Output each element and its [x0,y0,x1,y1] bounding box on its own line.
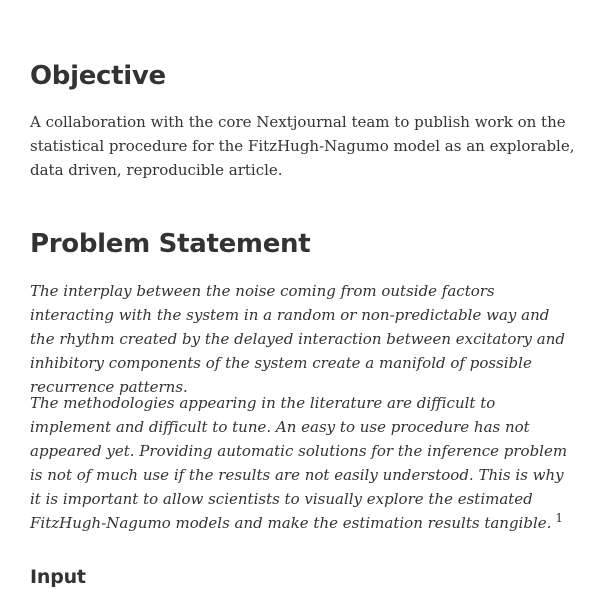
input-heading: Input [30,566,86,588]
problem-statement-heading: Problem Statement [30,229,311,259]
problem-statement-paragraph-2 [30,391,575,535]
footnote-link[interactable]: 1 [555,511,564,525]
objective-heading: Objective [30,61,166,91]
problem-statement-paragraph-2-text: The methodologies appearing in the literature are difficult to implement and difficult to tune. An easy to use procedure has not appeared yet. Providing automatic solutions for the inference problem is not of much use if the results are not easily understood. This is why it is important to allow scientists to visually explore the estimated FitzHugh-Nagumo models and make the estimation results tangible. [30,394,568,532]
objective-paragraph: A collaboration with the core Nextjournal team to publish work on the statistical procedure for the FitzHugh-Nagumo model as an explorable, data driven, reproducible article. [30,113,575,179]
problem-statement-paragraph-1: The interplay between the noise coming from outside factors interacting with the system in a random or non-predictable way and the rhythm created by the delayed interaction between excitatory and inhibitory components of the system create a manifold of possible recurrence patterns. [30,282,565,396]
